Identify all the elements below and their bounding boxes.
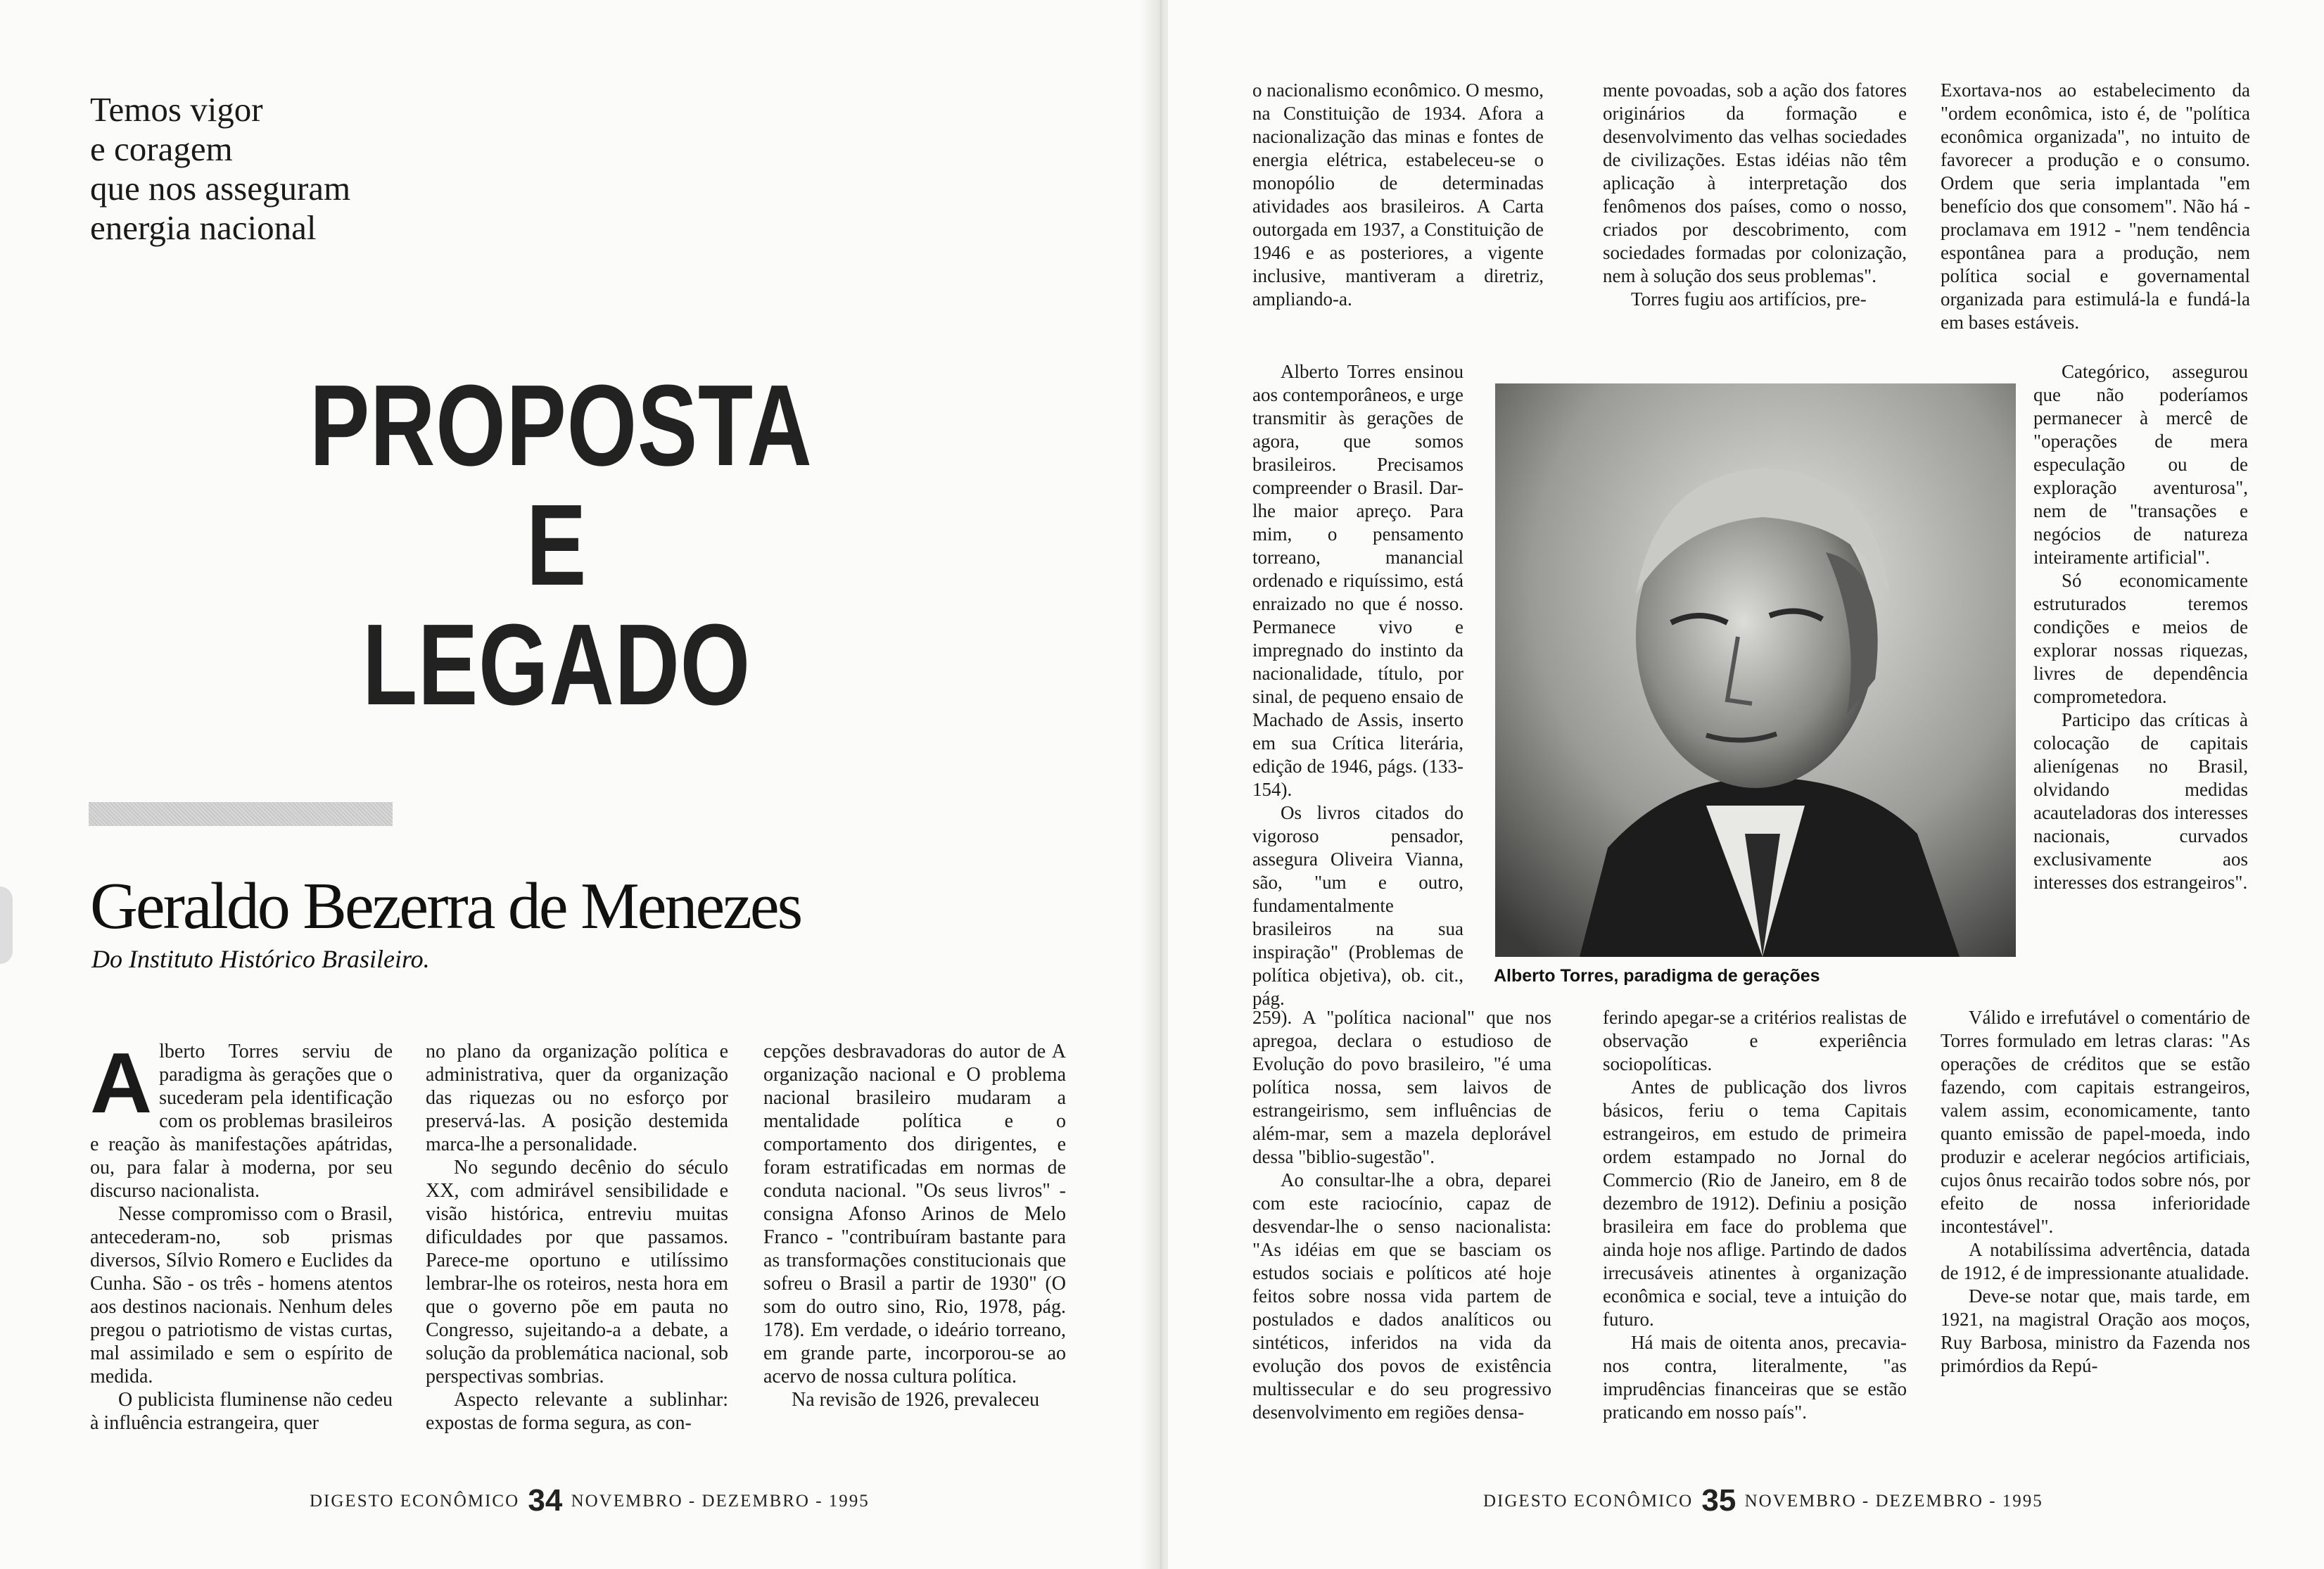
title-line: LEGADO bbox=[362, 600, 751, 729]
photo-caption: Alberto Torres, paradigma de gerações bbox=[1494, 966, 1820, 986]
paragraph: Aspecto relevante a sublinhar: expostas de forma segura, as con- bbox=[426, 1389, 728, 1434]
paragraph: Na revisão de 1926, prevaleceu bbox=[792, 1389, 1040, 1411]
right-column-2-bottom bbox=[1603, 1006, 1907, 1424]
paragraph: Só economicamente estruturados teremos condições e meios de explorar nossas riquezas, livres de dependência comprometedora. bbox=[2033, 570, 2248, 707]
paragraph: Ao consultar-lhe a obra, deparei com este raciocínio, capaz de desvendar-lhe o senso nacionalista: "As idéias em que se basciam os estudos sociais e políticos até hoje feitos sobre nossa vida partem de postulados e dados analíticos ou sintéticos, inferidos na vida da evolução dos povos de existência multissecular e do seu progressivo desenvolvimento em regiões densa- bbox=[1252, 1169, 1551, 1423]
paragraph: Antes de publicação dos livros básicos, feriu o tema Capitais estrangeiros, em estudo de primeira ordem estampado no Jornal do Commercio (Rio de Janeiro, em 8 de dezembro de 1912). Definiu a posição brasileira em face do problema que ainda hoje nos aflige. Partindo de dados irrecusáveis atinentes à organização econômica e social, teve a intuição do futuro. bbox=[1603, 1076, 1907, 1330]
paragraph: Exortava-nos ao estabelecimento da "ordem econômica, isto é, de "política econômica organizada", no intuito de favorecer a produção e o consumo. Ordem que seria implantada "em benefício dos que consomem". Não há - proclamava em 1912 - "nem tendência espontânea para a produção, nem política social e governamental organizada para estimulá-la e fundá-la em bases estáveis. bbox=[1941, 80, 2250, 333]
portrait-illustration bbox=[1495, 383, 2016, 957]
paragraph: ferindo apegar-se a critérios realistas de observação e experiência sociopolíticas. bbox=[1603, 1007, 1907, 1074]
footer-issue: NOVEMBRO - DEZEMBRO - 1995 bbox=[571, 1492, 870, 1511]
footer-publication: DIGESTO ECONÔMICO bbox=[1483, 1492, 1694, 1511]
decorative-bar bbox=[89, 802, 393, 826]
tagline-line: que nos asseguram bbox=[90, 169, 351, 208]
paragraph-text: lberto Torres serviu de paradigma às gerações que o sucederam pela identificação com os problemas brasileiros e reação às manifestações apátridas, ou, para falar à moderna, por seu discurso nacionalista. bbox=[90, 1041, 393, 1202]
paragraph: no plano da organização política e administrativa, quer da organização das riquezas ou no esforço por preservá-las. A posição destemida marca-lhe a personalidade. bbox=[426, 1041, 728, 1155]
page-number: 35 bbox=[1701, 1483, 1736, 1518]
paragraph: o nacionalismo econômico. O mesmo, na Constituição de 1934. Afora a nacionalização das minas e fontes de energia elétrica, estabeleceu-se o monopólio de determinadas atividades aos brasileiros. A Carta outorgada em 1937, a Constituição de 1946 e as posteriores, a vigente inclusive, mantiveram a diretriz, ampliando-a. bbox=[1252, 80, 1544, 310]
title-line: PROPOSTA E bbox=[310, 361, 813, 609]
paragraph: Deve-se notar que, mais tarde, em 1921, na magistral Oração aos moços, Ruy Barbosa, ministro da Fazenda nos primórdios da Repú- bbox=[1941, 1285, 2250, 1376]
body-column-2 bbox=[426, 1040, 728, 1435]
portrait-photo bbox=[1495, 383, 2016, 957]
paragraph: Nesse compromisso com o Brasil, antecederam-no, sob prismas diversos, Sílvio Romero e Euclides da Cunha. São - os três - homens atentos aos destinos nacionais. Nenhum deles pregou o patriotismo de vistas curtas, mal assimilado e sem o espírito de medida. bbox=[90, 1203, 393, 1387]
right-column-3-top bbox=[1941, 79, 2250, 334]
tagline-line: energia nacional bbox=[90, 208, 317, 247]
paragraph: cepções desbravadoras do autor de A organização nacional e O problema nacional brasileiro mudaram a mentalidade política e o comportamento dos dirigentes, e foram estratificadas em normas de conduta nacional. "Os seus livros" - consigna Afonso Arinos de Melo Franco - "contribuíram bastante para as transformações constitucionais que sofreu o Brasil a partir de 1930" (O som do outro sino, Rio, 1978, pág. 178). Em verdade, o ideário torreano, em grande parte, incorporou-se ao acervo de nossa cultura política. bbox=[763, 1041, 1066, 1387]
right-column-3-beside-photo bbox=[2033, 360, 2248, 894]
right-column-1-top bbox=[1252, 79, 1544, 311]
paragraph: O publicista fluminense não cedeu à influência estrangeira, quer bbox=[90, 1389, 393, 1434]
body-column-1 bbox=[90, 1035, 393, 1435]
right-column-1-bottom bbox=[1252, 1006, 1551, 1424]
paragraph: Válido e irrefutável o comentário de Torres formulado em letras claras: "As operações de créditos que se estão fazendo, com capitais estrangeiros, valem assim, economicamente, tanto quanto emissão de papel-moeda, indo produzir e acelerar negócios artificiais, cujos ônus recairão todos sobre nós, por efeito de nossa inferioridade incontestável". bbox=[1941, 1007, 2250, 1237]
paragraph: No segundo decênio do século XX, com admirável sensibilidade e visão histórica, entreviu muitas dificuldades por que passamos. Parece-me oportuno e utilíssimo lembrar-lhe os roteiros, nesta hora em que o governo põe em pauta no Congresso, sujeitando-a a debate, a solução da problemática nacional, sob perspectivas sombrias. bbox=[426, 1157, 728, 1387]
right-column-2-top bbox=[1603, 79, 1907, 311]
footer-publication: DIGESTO ECONÔMICO bbox=[310, 1492, 520, 1511]
paragraph: Alberto Torres ensinou aos contemporâneos, e urge transmitir às gerações de agora, que somos brasileiros. Precisamos compreender o Brasil. Dar-lhe maior apreço. Para mim, o pensamento torreano, manancial ordenado e riquíssimo, está enraizado no que é nosso. Permanece vivo e impregnado do instinto da nacionalidade, título, por sinal, de pequeno ensaio de Machado de Assis, inserto em sua Crítica literária, edição de 1946, págs. (133-154). bbox=[1252, 361, 1463, 800]
paragraph: A notabilíssima advertência, datada de 1912, é de impressionante atualidade. bbox=[1941, 1239, 2250, 1283]
right-column-1-beside-photo bbox=[1252, 360, 1463, 1010]
page-footer bbox=[310, 1483, 870, 1518]
paragraph: Torres fugiu aos artifícios, pre- bbox=[1631, 288, 1867, 310]
binding-mark bbox=[0, 887, 13, 964]
author-name: Geraldo Bezerra de Menezes bbox=[90, 870, 801, 943]
tagline-line: Temos vigor bbox=[90, 90, 263, 129]
article-title bbox=[310, 361, 813, 729]
right-column-3-bottom bbox=[1941, 1006, 2250, 1378]
paragraph: Há mais de oitenta anos, precavia-nos contra, literalmente, "as imprudências financeiras que se estão praticando em nosso país". bbox=[1603, 1332, 1907, 1423]
author-affiliation: Do Instituto Histórico Brasileiro. bbox=[91, 945, 430, 973]
paragraph: mente povoadas, sob a ação dos fatores originários da formação e desenvolvimento das velhas sociedades de civilizações. Estas idéias não têm aplicação à interpretação dos fenômenos dos países, como o nosso, criados por descobrimento, com sociedades formadas por colonização, nem à solução dos seus problemas". bbox=[1603, 80, 1907, 286]
page-footer bbox=[1483, 1483, 2043, 1518]
paragraph: Categórico, assegurou que não poderíamos permanecer à mercê de "operações de mera especulação ou de exploração aventurosa", nem de "transações e negócios de natureza inteiramente artificial". bbox=[2033, 361, 2248, 568]
body-column-3 bbox=[763, 1040, 1066, 1411]
tagline bbox=[90, 90, 512, 248]
paragraph: Participo das críticas à colocação de capitais alienígenas no Brasil, olvidando medidas acauteladoras dos interesses nacionais, curvados exclusivamente aos interesses dos estrangeiros". bbox=[2033, 709, 2248, 893]
drop-cap: A bbox=[90, 1035, 153, 1131]
paragraph bbox=[90, 1035, 393, 1202]
paragraph: 259). A "política nacional" que nos apregoa, declara o estudioso de Evolução do povo brasileiro, "é uma política nossa, sem laivos de estrangeirismo, sem influências de além-mar, sem a mazela deplorável dessa "biblio-sugestão". bbox=[1252, 1007, 1551, 1167]
paragraph: Os livros citados do vigoroso pensador, assegura Oliveira Vianna, são, "um e outro, fundamentalmente brasileiros na sua inspiração" (Problemas de política objetiva), ob. cit., pág. bbox=[1252, 802, 1463, 1009]
left-page bbox=[0, 0, 1154, 1569]
tagline-line: e coragem bbox=[90, 129, 233, 168]
footer-issue: NOVEMBRO - DEZEMBRO - 1995 bbox=[1744, 1492, 2043, 1511]
page-number: 34 bbox=[528, 1483, 563, 1518]
